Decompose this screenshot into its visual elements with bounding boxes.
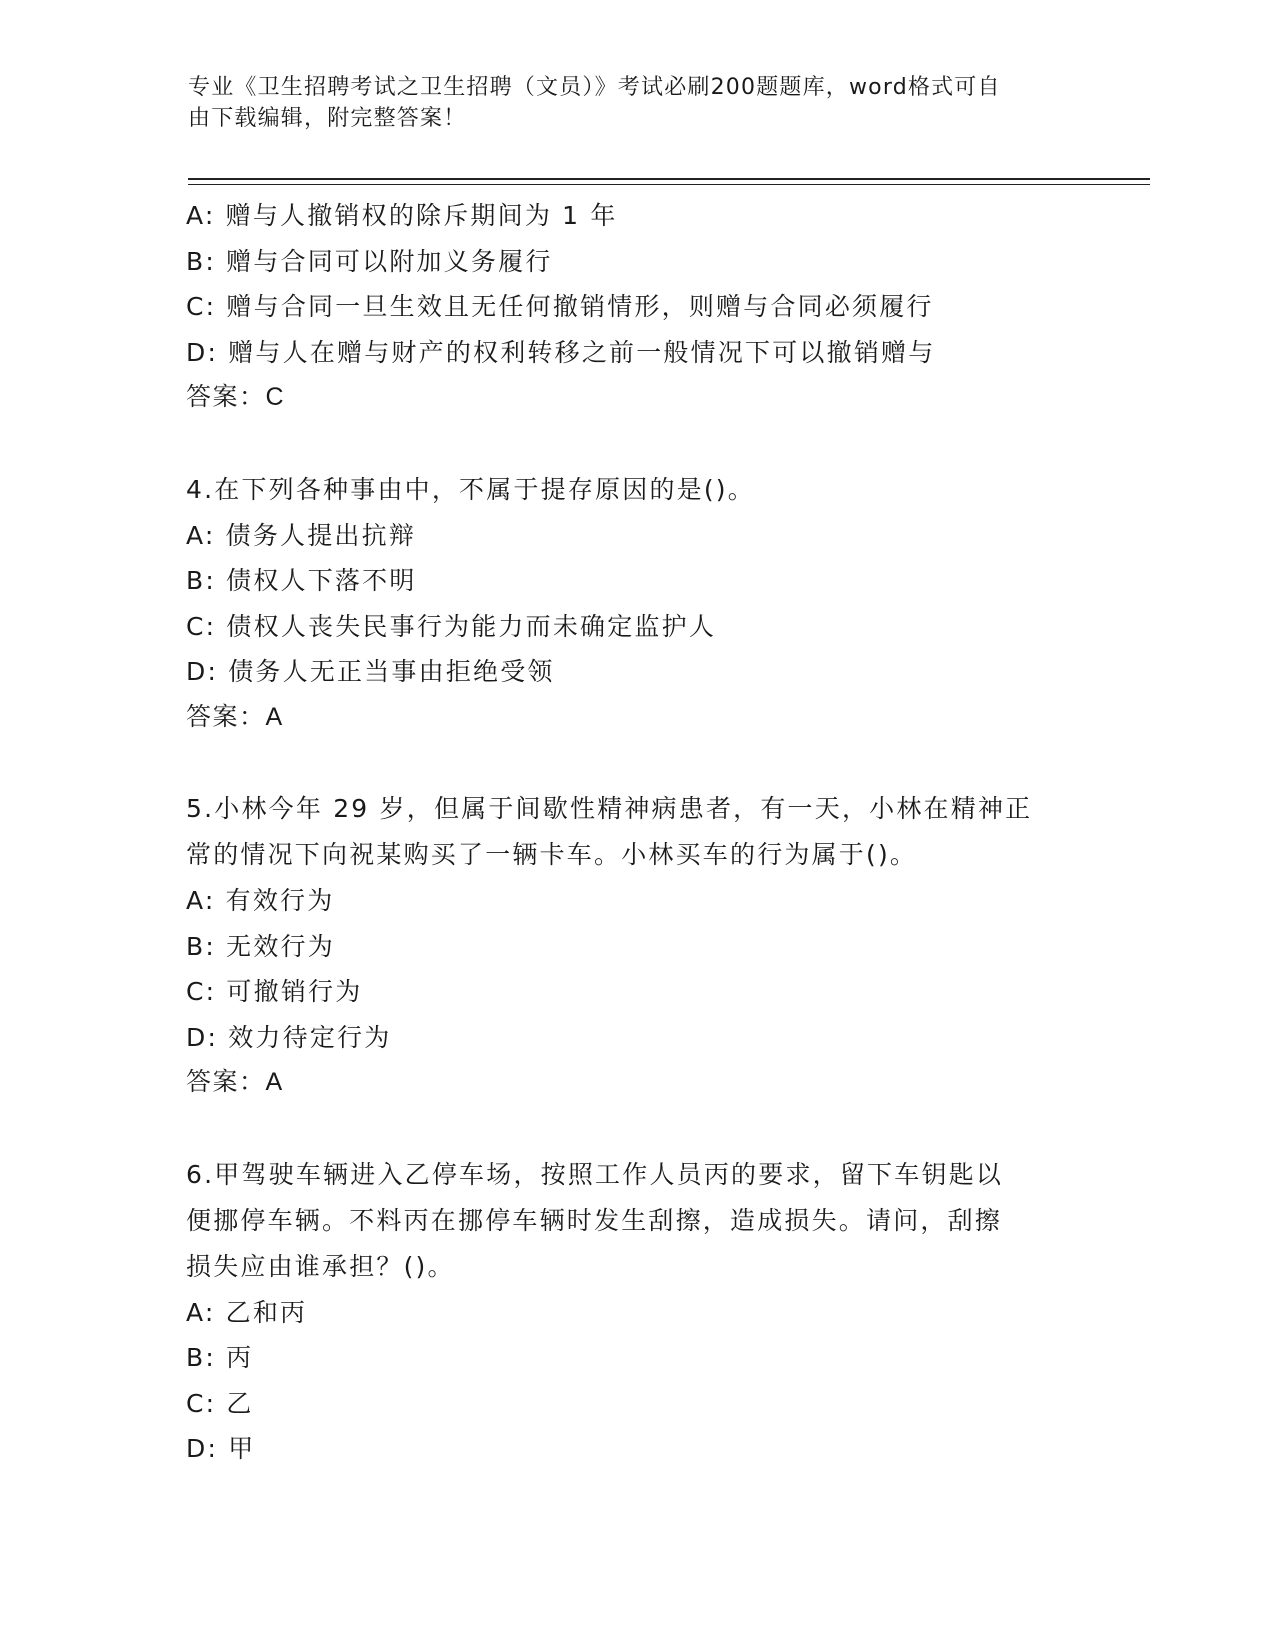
question-3	[186, 193, 1086, 421]
question-text-line-2: 常的情况下向祝某购买了一辆卡车。小林买车的行为属于()。	[186, 840, 918, 869]
header-line-1: 专业《卫生招聘考试之卫生招聘（文员）》考试必刷200题题库，word格式可自	[188, 75, 1001, 100]
question-4	[186, 467, 1086, 741]
option-b: B: 赠与合同可以附加义务履行	[186, 246, 553, 276]
option-d: D: 甲	[186, 1434, 256, 1463]
option-a: A: 赠与人撤销权的除斥期间为 1 年	[186, 201, 618, 230]
option-d: D: 效力待定行为	[186, 1022, 392, 1052]
answer: 答案：C	[186, 383, 286, 411]
spacer	[186, 740, 1086, 786]
option-a: A: 有效行为	[186, 886, 335, 915]
option-c: C: 可撤销行为	[186, 977, 363, 1006]
document-header	[188, 72, 1068, 134]
option-b: B: 丙	[186, 1343, 254, 1372]
answer: 答案：A	[186, 1068, 284, 1096]
question-6	[186, 1152, 1086, 1472]
header-divider-thick	[188, 178, 1150, 180]
option-d: D: 债务人无正当事由拒绝受领	[186, 657, 555, 686]
header-line-2: 由下载编辑，附完整答案！	[188, 106, 467, 131]
option-d: D: 赠与人在赠与财产的权利转移之前一般情况下可以撤销赠与	[186, 337, 936, 367]
question-text-line-2: 便挪停车辆。不料丙在挪停车辆时发生刮擦，造成损失。请问，刮擦	[186, 1205, 1003, 1235]
option-a: A: 乙和丙	[186, 1297, 308, 1327]
spacer	[186, 1106, 1086, 1152]
question-text-line-3: 损失应由谁承担？()。	[186, 1251, 455, 1281]
option-b: B: 无效行为	[186, 931, 335, 961]
answer: 答案：A	[186, 702, 284, 731]
option-b: B: 债权人下落不明	[186, 566, 417, 595]
header-divider-thin	[188, 184, 1150, 185]
question-list	[186, 193, 1086, 1472]
question-text: 4.在下列各种事由中，不属于提存原因的是()。	[186, 474, 755, 504]
question-text-line-1: 5.小林今年 29 岁，但属于间歇性精神病患者，有一天，小林在精神正	[186, 794, 1033, 823]
option-c: C: 乙	[186, 1388, 254, 1418]
spacer	[186, 421, 1086, 467]
question-text-line-1: 6.甲驾驶车辆进入乙停车场，按照工作人员丙的要求，留下车钥匙以	[186, 1159, 1004, 1189]
option-c: C: 债权人丧失民事行为能力而未确定监护人	[186, 611, 717, 641]
option-c: C: 赠与合同一旦生效且无任何撤销情形，则赠与合同必须履行	[186, 292, 934, 321]
question-5	[186, 786, 1086, 1106]
option-a: A: 债务人提出抗辩	[186, 520, 417, 550]
